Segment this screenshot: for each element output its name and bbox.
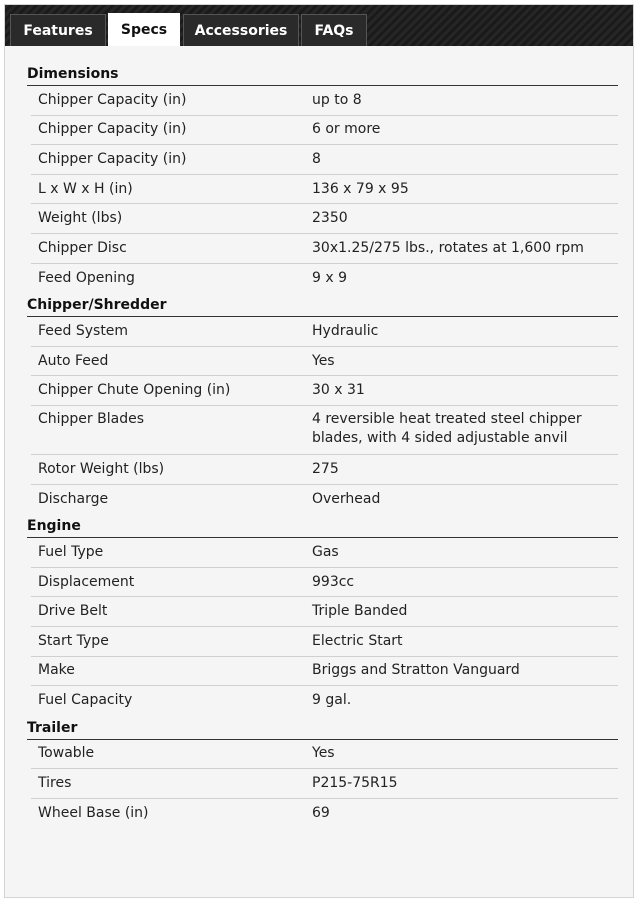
spec-label: Wheel Base (in) bbox=[38, 805, 149, 822]
spec-row bbox=[31, 376, 618, 406]
spec-value: Gas bbox=[312, 543, 339, 560]
spec-label: Rotor Weight (lbs) bbox=[38, 460, 165, 477]
spec-label: Displacement bbox=[38, 573, 135, 590]
spec-value: Electric Start bbox=[312, 632, 403, 649]
product-tabs-panel bbox=[4, 4, 634, 898]
spec-row bbox=[31, 538, 618, 568]
spec-label: Chipper Capacity (in) bbox=[38, 150, 187, 167]
spec-row bbox=[31, 627, 618, 657]
spec-label: Tires bbox=[38, 775, 72, 792]
spec-value: 6 or more bbox=[312, 121, 381, 138]
tab-accessories[interactable]: Accessories bbox=[183, 14, 299, 46]
spec-label: Start Type bbox=[38, 632, 109, 649]
spec-row bbox=[31, 769, 618, 799]
spec-row bbox=[31, 686, 618, 716]
spec-value: Yes bbox=[312, 352, 335, 369]
spec-label: Fuel Type bbox=[38, 543, 104, 560]
section-title: Trailer bbox=[27, 716, 618, 740]
spec-value: 8 bbox=[312, 150, 321, 167]
spec-row bbox=[31, 86, 618, 116]
spec-row bbox=[31, 347, 618, 377]
spec-row bbox=[31, 657, 618, 687]
spec-row bbox=[31, 175, 618, 205]
spec-label: Weight (lbs) bbox=[38, 210, 123, 227]
spec-row bbox=[31, 145, 618, 175]
spec-value: 275 bbox=[312, 460, 339, 477]
spec-group bbox=[27, 317, 618, 514]
tab-features[interactable]: Features bbox=[10, 14, 106, 46]
spec-label: Auto Feed bbox=[38, 352, 109, 369]
spec-value: 69 bbox=[312, 805, 330, 822]
spec-label: Fuel Capacity bbox=[38, 692, 133, 709]
spec-label: L x W x H (in) bbox=[38, 180, 133, 197]
spec-row bbox=[31, 234, 618, 264]
spec-value: 2350 bbox=[312, 210, 348, 227]
spec-value: 9 gal. bbox=[312, 692, 352, 709]
tab-bar bbox=[5, 5, 633, 46]
spec-value: 4 reversible heat treated steel chipper blades, with 4 sided adjustable anvil bbox=[312, 410, 582, 446]
specs-table bbox=[27, 62, 618, 828]
section-title: Engine bbox=[27, 514, 618, 538]
spec-value: 136 x 79 x 95 bbox=[312, 180, 409, 197]
spec-label: Feed Opening bbox=[38, 269, 135, 286]
spec-value: 9 x 9 bbox=[312, 269, 347, 286]
spec-label: Chipper Disc bbox=[38, 239, 127, 256]
section-title: Dimensions bbox=[27, 62, 618, 86]
spec-row bbox=[31, 485, 618, 515]
spec-label: Discharge bbox=[38, 490, 109, 507]
spec-value: 30x1.25/275 lbs., rotates at 1,600 rpm bbox=[312, 239, 584, 256]
spec-value: up to 8 bbox=[312, 91, 362, 108]
spec-row bbox=[31, 597, 618, 627]
spec-row bbox=[31, 568, 618, 598]
spec-label: Chipper Blades bbox=[38, 410, 144, 427]
spec-value: Yes bbox=[312, 745, 335, 762]
spec-row bbox=[31, 116, 618, 146]
spec-row bbox=[31, 740, 618, 770]
spec-value: Overhead bbox=[312, 490, 381, 507]
spec-value: Hydraulic bbox=[312, 322, 379, 339]
spec-value: 993cc bbox=[312, 573, 355, 590]
spec-value: 30 x 31 bbox=[312, 382, 365, 399]
spec-label: Chipper Capacity (in) bbox=[38, 121, 187, 138]
spec-label: Drive Belt bbox=[38, 603, 108, 620]
spec-group bbox=[27, 86, 618, 293]
spec-label: Chipper Chute Opening (in) bbox=[38, 382, 231, 399]
spec-row bbox=[31, 264, 618, 294]
tab-specs[interactable]: Specs bbox=[108, 13, 180, 46]
spec-label: Towable bbox=[38, 745, 95, 762]
spec-label: Feed System bbox=[38, 322, 129, 339]
tab-faqs[interactable]: FAQs bbox=[301, 14, 367, 46]
spec-label: Chipper Capacity (in) bbox=[38, 91, 187, 108]
spec-row bbox=[31, 317, 618, 347]
spec-row bbox=[31, 455, 618, 485]
spec-row bbox=[31, 204, 618, 234]
spec-label: Make bbox=[38, 662, 75, 679]
spec-row bbox=[31, 406, 618, 455]
section-title: Chipper/Shredder bbox=[27, 293, 618, 317]
spec-group bbox=[27, 538, 618, 716]
specs-panel bbox=[5, 46, 633, 896]
spec-value: P215-75R15 bbox=[312, 775, 398, 792]
spec-value: Triple Banded bbox=[312, 603, 408, 620]
spec-row bbox=[31, 799, 618, 829]
spec-group bbox=[27, 740, 618, 829]
spec-value: Briggs and Stratton Vanguard bbox=[312, 662, 520, 679]
